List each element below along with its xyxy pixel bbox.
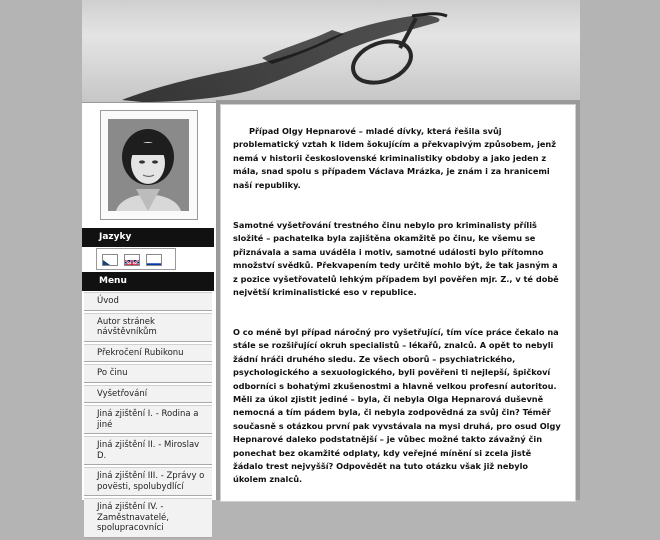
menu-item-zjisteni-3[interactable]: Jiná zjištění III. - Zprávy o povësti, spolubydlící xyxy=(84,467,212,496)
content-frame xyxy=(216,100,580,500)
photo-frame xyxy=(100,110,198,220)
article-paragraph: Případ Olgy Hepnarové – mladé dívky, která řešila svůj problematický vztah k lidem šokujícím a překvapivým způsobem, jenž nemá v historii československé kriminalistiky obdoby a jako jeden z mála, snad spolu s případem Václava Mrázka, je znám i za hranicemi naší republiky. xyxy=(233,126,557,190)
menu-item-vysetrovani[interactable]: Vyšetřování xyxy=(84,385,212,404)
menu-item-autor[interactable]: Autor stránek návštěvníkům xyxy=(84,313,212,342)
header-banner xyxy=(82,0,580,103)
menu-item-zjisteni-4[interactable]: Jiná zjištění IV. - Zaměstnavatelé, spolupracovníci xyxy=(84,498,212,538)
menu-heading: Menu xyxy=(82,272,214,291)
menu-item-rubikon[interactable]: Překročení Rubikonu xyxy=(84,344,212,363)
main-menu xyxy=(84,292,212,540)
menu-item-zjisteni-2[interactable]: Jiná zjištění II. - Miroslav D. xyxy=(84,436,212,465)
menu-item-zjisteni-1[interactable]: Jiná zjištění I. - Rodina a jiné xyxy=(84,405,212,434)
article xyxy=(220,104,576,502)
sidebar xyxy=(82,104,214,533)
language-switcher xyxy=(96,248,176,270)
portrait-photo xyxy=(108,119,189,211)
russian-flag-icon[interactable] xyxy=(146,254,162,266)
uk-flag-icon[interactable] xyxy=(124,254,140,266)
menu-item-uvod[interactable]: Úvod xyxy=(84,292,212,311)
noose-shadow-header xyxy=(82,0,580,102)
menu-item-po-cinu[interactable]: Po činu xyxy=(84,364,212,383)
languages-heading: Jazyky xyxy=(82,228,214,247)
article-paragraph: Samotné vyšetřování trestného činu nebylo pro kriminalisty příliš složité – pachatelka byla zajištěna okamžitě po činu, ke všemu se přiznávala a sama uváděla i motiv, samotné události bylo přítomno množství svědků. Překvapením tedy určitě mohlo být, že tak jasným a z pozice vyšetřovatelů lehkým případem byl pověřen mjr. Z., v té době největší kriminalistické eso v republice. xyxy=(233,220,559,298)
czech-flag-icon[interactable] xyxy=(102,254,118,266)
page xyxy=(82,0,580,533)
article-paragraph: O co méně byl případ náročný pro vyšetřující, tím více práce čekalo na stále se rozšiřující okruh specialistů – lékařů, znalců. A opět to nebyli žádní hráči druhého sledu. Ze všech oborů – psychiatrického, psychologického a sexuologického, byli pověřeni ti nejlepší, špičkoví odborníci s bohatými zkušenostmi a hlavně velkou profesní autoritou. Měli za úkol zjistit jediné – byla, či nebyla Olga Hepnarová duševně nemocná a tím pádem byla, či nebyla zodpovědná za svůj čin? Téměř současně s otázkou první pak vyvstávala na mysi druhá, pro osud Olgy Hepnarové daleko podstatnější – je vůbec možné takto závažný čin ponechat bez okamžité odplaty, kdy veřejné mínění si zcela jistě žádalo trest nejvyšší? Odpovědět na tuto otázku však již nebylo úkolem znalců. xyxy=(233,327,561,485)
